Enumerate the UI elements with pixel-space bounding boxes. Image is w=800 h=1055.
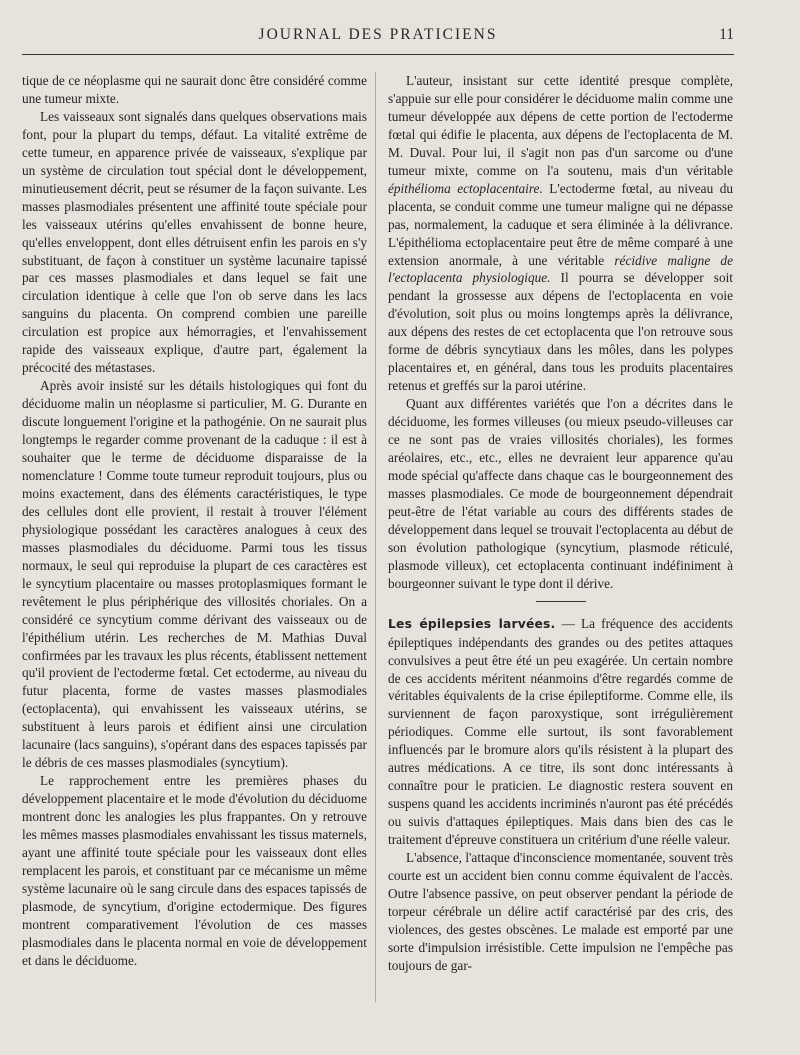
text-run: Il pourra se développer soit pendant la grossesse aux dépens de l'ectoplacenta en voie d'évolution, soit plus ou moins longtemps après la délivrance, aux dépens des restes de cet ectoplacenta que l'on retrouve sous forme de débris syncytiaux dans les môles, dans les polypes placentaires et, en général, dans tous les produits placentaires retenus et greffés sur la paroi utérine. — [388, 270, 733, 394]
italic-term: récidive maligne de l'ectoplacenta physiologique. — [388, 252, 733, 286]
section-title: Les épilepsies larvées. — [388, 616, 556, 631]
page-header — [22, 22, 734, 52]
section-separator — [536, 601, 586, 602]
paragraph — [388, 72, 733, 395]
paragraph: Quant aux différentes variétés que l'on a décrites dans le déciduome, les formes villeuses (ou mieux pseudo-villeuses car ce ne sont pas de vraies villosités choriales), les formes aréolaires, etc., etc., elles ne devraient leur apparence qu'au mode spécial qu'affecte dans chaque cas le bourgeonnement des masses plasmodiales. Ce mode de bourgeonnement dépendrait peut-être de l'état variable au cours des différents stades de développement dans lequel se trouvait l'ectoplacenta au début de son évolution pathologique (syncytium, plasmode réticulé, plasmode villeux), cet ectoplacenta continuant indéfiniment à bourgeonner suivant le type dont il dérive. — [388, 396, 733, 591]
paragraph: Après avoir insisté sur les détails histologiques qui font du déciduome malin un néoplasme si particulier, M. G. Durante en discute longuement l'origine et la pathogénie. On ne saurait plus longtemps le regarder comme provenant de la caduque : il est à souhaiter que le terme de déciduome disparaisse de la nomenclature ! Comme toute tumeur reproduit toujours, plus ou moins exactement, dans des éléments caractéristiques, le type des cellules dont elle provient, il restait à trouver l'élément physiologique possédant les caractères analogues à ceux des masses plasmodiales du déciduome. Parmi tous les tissus normaux, le seul qui reproduise la plupart de ces caractères est le syncytium placentaire ou masses protoplasmiques formant le revêtement le plus périphérique des villosités choriales. On a considéré ce syncytium comme dérivant des vaisseaux ou de l'épithélium utérin. Les recherches de M. Mathias Duval confirmées par les travaux les plus récents, établissent nettement qu'il provient de l'ectoderme fœtal. Cet ectoderme, au niveau du futur placenta, forme de vastes masses plasmodiales (ectoplacenta), qui envahissent les vaisseaux utérins, se substituent à leurs parois et édifient ainsi une circulation lacunaire (lacs sanguins), s'opérant dans des espaces tapissés par le débris de ces masses plasmodiales (syncytium). — [22, 378, 367, 771]
right-column — [388, 72, 733, 975]
text-run: L'ectoderme fœtal, au niveau du placenta, se conduit comme une tumeur maligne qui ne dépasse pas, normalement, la caduque et sera éliminée à la délivrance. L'épithélioma ectoplacentaire peut être de même comparé à une extension anormale, à une véritable — [388, 180, 733, 268]
paragraph: Le rapprochement entre les premières phases du développement placentaire et le mode d'évolution du déciduome montrent donc les analogies les plus frappantes. On y retrouve les mêmes masses plasmodiales envahissant les tissus maternels, ayant une affinité toute spéciale pour les vaisseaux dont elles remplacent les parois, et constituant par ce mécanisme un même système lacunaire où le sang circule dans des espaces tapissés de plasmode, de syncytium, d'origine ectodermique. Des figures montrent comparativement l'évolution de ces masses plasmodiales dans le placenta normal en voie de développement et dans le déciduome. — [22, 773, 367, 968]
header-rule — [22, 54, 734, 55]
running-title: JOURNAL DES PRATICIENS — [258, 26, 498, 43]
text-run: — La fréquence des accidents épileptiques indépendants des grandes ou des petites attaques convulsives a peut être été un peu exagérée. Un certain nombre de ces accidents méritent néanmoins d'être regardés comme de véritables équivalents de la crise épileptiforme. Comme elle, ils surviennent de façon paroxystique, sont irrégulièrement périodiques. Comme elle surtout, ils sont favorablement influencés par le bromure alors qu'ils résistent à la plupart des autres médications. A ce titre, ils sont donc intéressants à connaître pour le praticien. Le diagnostic restera souvent en suspens quand les accidents incriminés n'auront pas été précédés ou suivis d'attaques épileptiques. Mais dans bien des cas le traitement d'épreuve constituera un critérium d'une réelle valeur. — [388, 615, 733, 848]
page-number: 11 — [719, 26, 734, 43]
column-divider — [375, 72, 376, 1002]
paragraph: L'absence, l'attaque d'inconscience momentanée, souvent très courte est un accident bien connu comme équivalent de l'accès. Outre l'absence passive, on peut observer pendant la période de torpeur cérébrale un délire actif caractérisé par des cris, des violences, des gestes obscènes. Le malade est emporté par une sorte d'impulsion irrésistible. Cette impulsion ne l'empêche pas toujours de gar- — [388, 850, 733, 973]
left-column — [22, 72, 367, 970]
paragraph — [388, 615, 733, 849]
italic-term: épithélioma ectoplacentaire. — [388, 180, 543, 196]
text-run: L'auteur, insistant sur cette identité presque complète, s'appuie sur elle pour considérer le déciduome malin comme une tumeur développée aux dépens de cette portion de l'ectoderme fœtal qui édifie le placenta, aux dépens de l'ectoplacenta de M. M. Duval. Pour lui, il s'agit non pas d'un sarcome ou d'une tumeur mixte, comme on l'a soutenu, mais d'un véritable — [388, 73, 733, 178]
paragraph: Les vaisseaux sont signalés dans quelques observations mais font, pour la plupart du temps, défaut. La vitalité extrême de cette tumeur, en apparence privée de vaisseaux, s'explique par un système de circulation tout spécial dont le développement, minutieusement décrit, peut se résumer de la façon suivante. Les masses plasmodiales présentent une affinité toute spéciale pour les vaisseaux utérins qu'elles envahissent de bonne heure, qu'elles enveloppent, dont elles détruisent enfin les parois en s'y substituant, de façon à constituer un système lacunaire tapissé par ces masses plasmodiales et dans lequel se fait une circulation identique à celle que l'on ob serve dans les lacs sanguins du placenta. On comprend combien une pareille circulation est propice aux hémorragies, et l'envahissement rapide des vaisseaux explique, d'autre part, également la précocité des métastases. — [22, 108, 367, 376]
paragraph: tique de ce néoplasme qui ne saurait donc être considéré comme une tumeur mixte. — [22, 73, 367, 106]
